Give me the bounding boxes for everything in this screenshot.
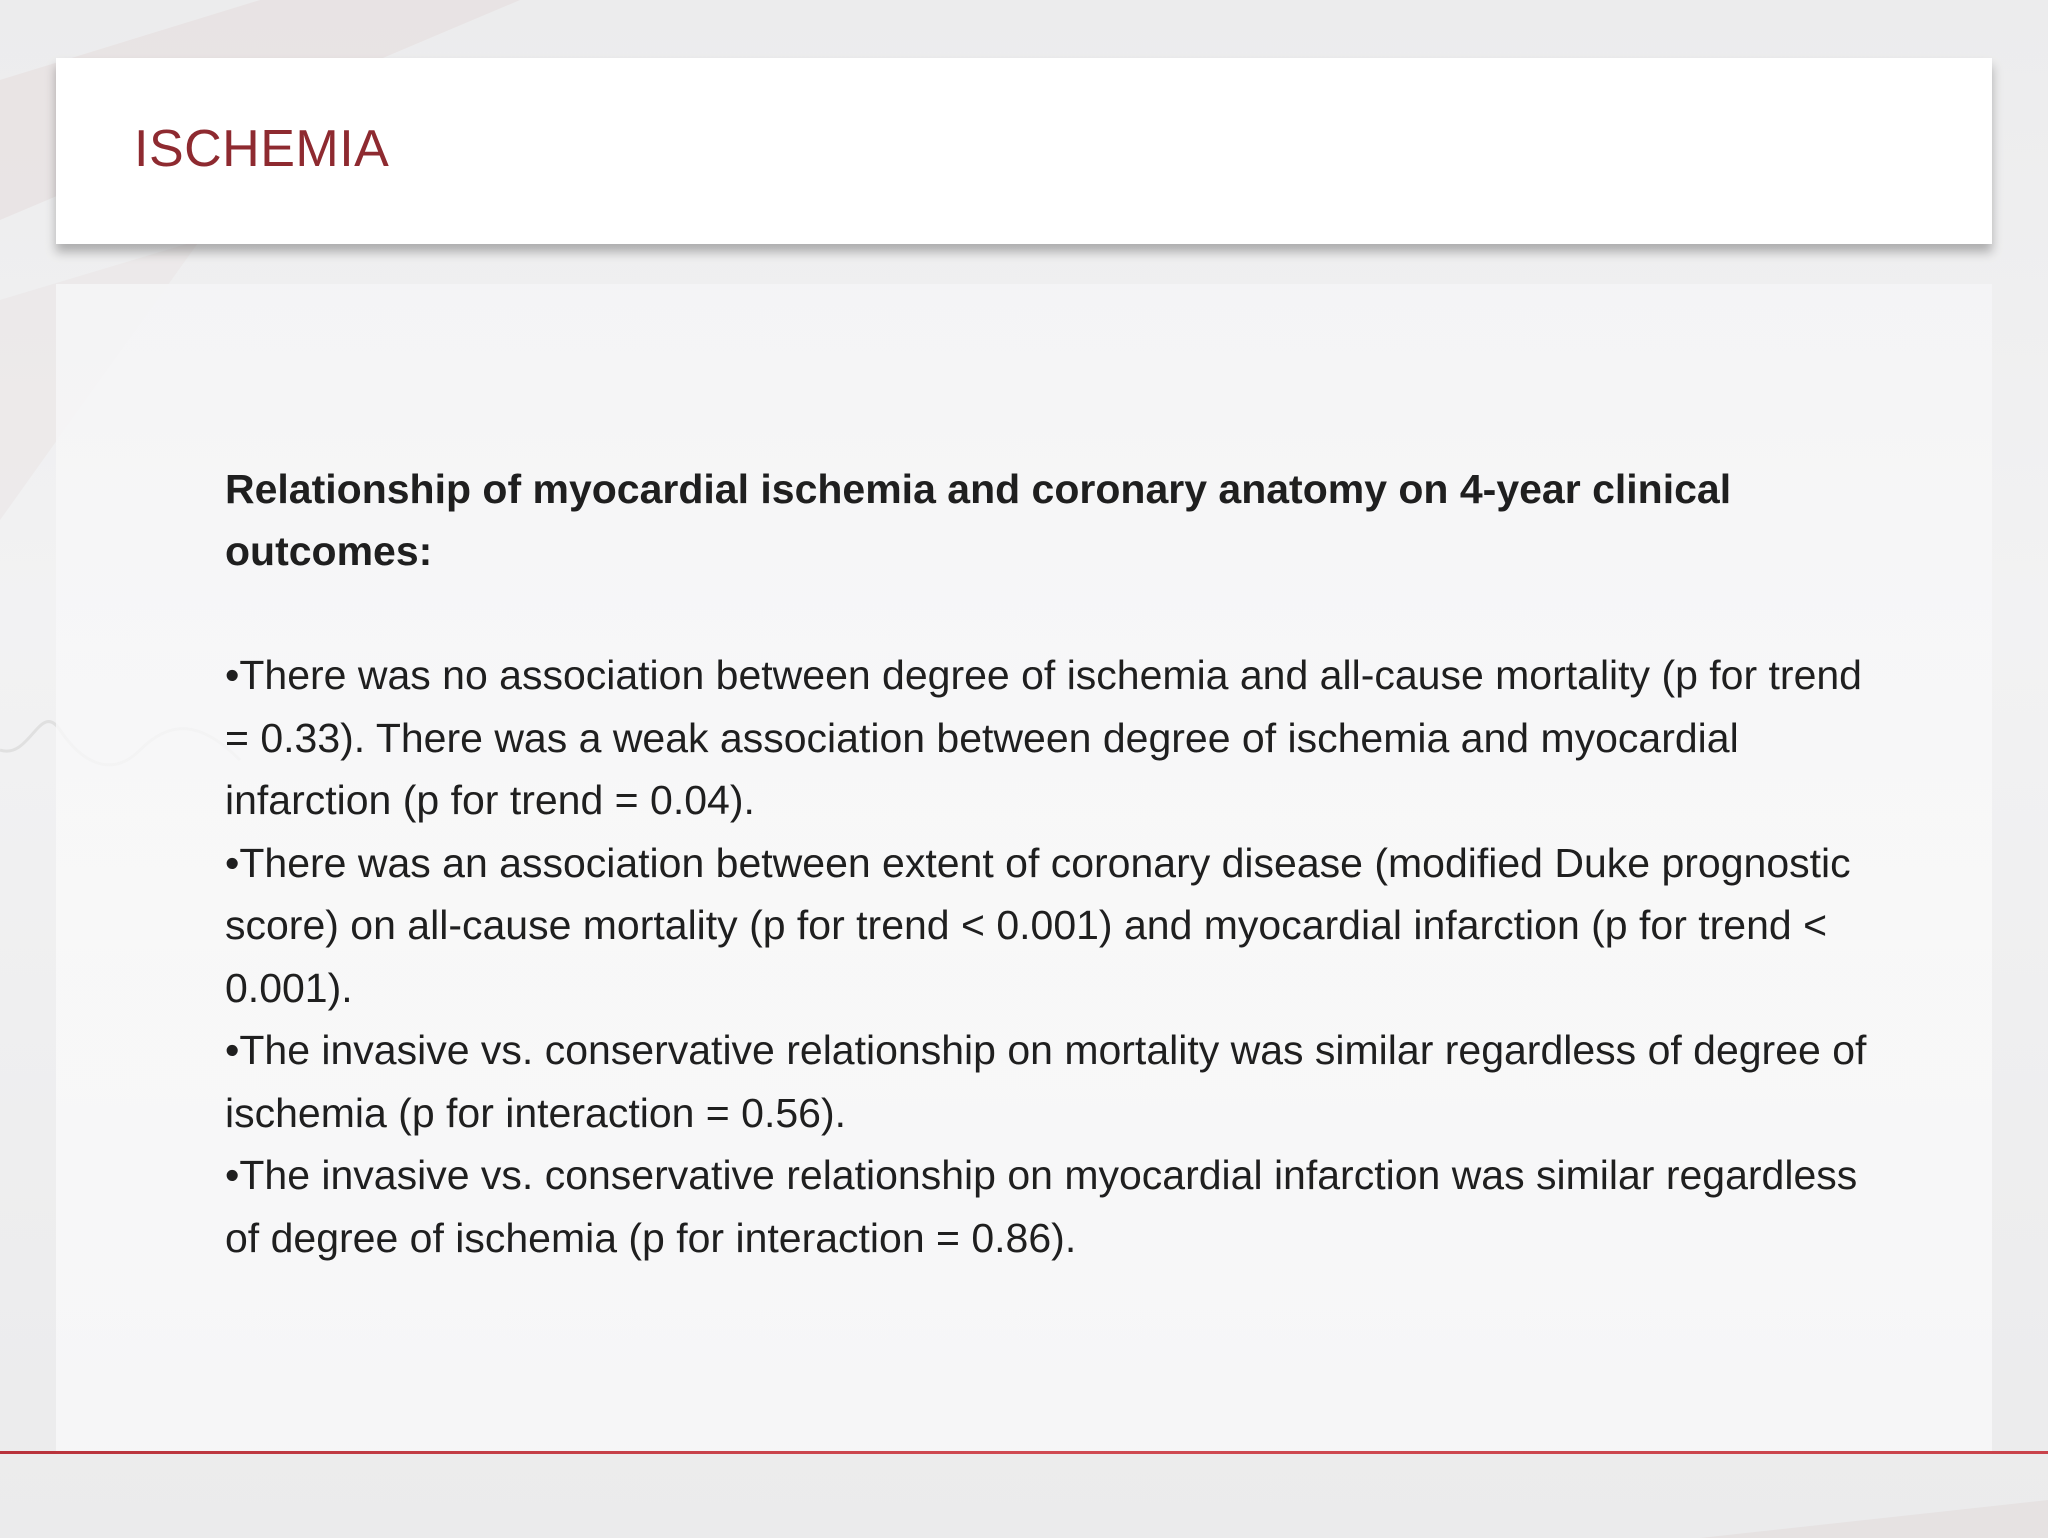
bullet-item: •The invasive vs. conservative relationship on mortality was similar regardless of degree of ischemia (p for interaction = 0.56). <box>225 1027 1867 1136</box>
bullet-list <box>225 644 1885 1269</box>
slide-title: ISCHEMIA <box>134 120 390 178</box>
bullet-item: •The invasive vs. conservative relationship on myocardial infarction was similar regardless of degree of ischemia (p for interaction = 0.86). <box>225 1152 1858 1261</box>
bullet-item: •There was an association between extent of coronary disease (modified Duke prognostic score) on all-cause mortality (p for trend < 0.001) and myocardial infarction (p for trend < 0.001). <box>225 839 1851 1011</box>
bullet-item: •There was no association between degree of ischemia and all-cause mortality (p for trend = 0.33). There was a weak association between degree of ischemia and myocardial infarction (p for trend = 0.04). <box>225 652 1862 823</box>
subheading: Relationship of myocardial ischemia and coronary anatomy on 4-year clinical outcomes: <box>225 466 1732 574</box>
slide-body <box>225 458 1885 1269</box>
bottom-accent-line <box>0 1451 2048 1454</box>
